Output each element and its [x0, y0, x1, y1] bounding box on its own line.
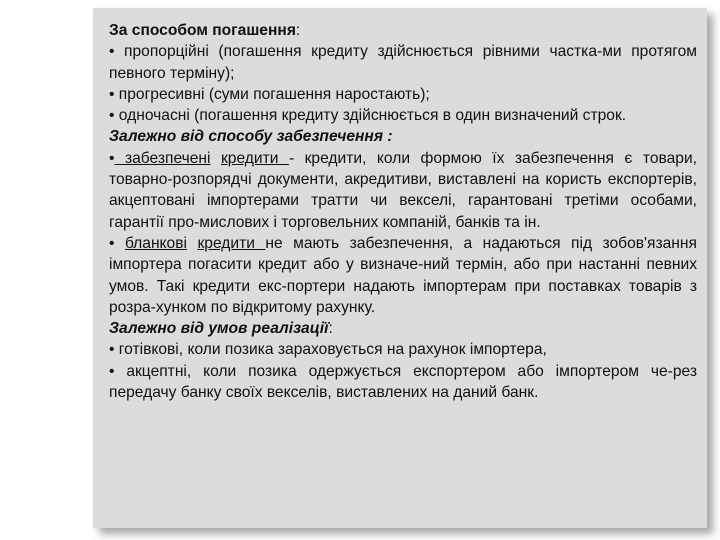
gap: [187, 235, 197, 252]
section-heading-realization: [109, 318, 697, 339]
term-underlined: бланкові: [124, 234, 187, 252]
section-heading-repayment: [109, 20, 697, 41]
heading-suffix: :: [295, 22, 301, 39]
term-underlined: кредити: [197, 234, 266, 252]
heading-text: За способом погашення: [109, 22, 296, 39]
bullet: •: [109, 234, 115, 252]
heading-suffix: :: [383, 128, 393, 146]
section-heading-security: [109, 126, 697, 147]
heading-text: Залежно від способу забезпечення: [109, 128, 384, 146]
term-underlined: забезпечені: [114, 149, 211, 167]
list-item-secured: [109, 148, 697, 233]
list-item-unsecured: [109, 233, 697, 318]
list-item-proportional: • пропорційні (погашення кредиту здійснюється рівними частка-ми протягом певного терміну);: [109, 43, 697, 82]
list-item-progressive: • прогресивні (суми погашення наростають);: [109, 85, 430, 103]
heading-suffix: :: [328, 320, 333, 338]
heading-text: Залежно від умов реалізації: [109, 320, 329, 338]
gap: [210, 150, 220, 167]
slide-panel: [93, 8, 707, 528]
list-item-simultaneous: • одночасні (погашення кредиту здійснюється в один визначений строк.: [109, 107, 627, 125]
bullet: •: [109, 149, 115, 167]
item-text: не мають забезпечення, а надаються під зобов'язання імпортера погасити кредит або у визначе-ний термін, або при настанні певних умов. Такі кредити екс-портери надають імпортерам при поставках товарів з розра-хунком по відкритому рахунку.: [109, 234, 697, 316]
term-underlined: кредити: [220, 149, 289, 167]
item-text: - кредити, коли формою їх забезпечення є товари, товарно-розпорядчі документи, акредитиви, виставлені на користь експортерів, акцептовані імпортерами тратти чи векселі, гарантовані третіми особами, гарантії про-мислових і торговельних компаній, банків та ін.: [109, 149, 697, 231]
list-item-acceptance: • акцептні, коли позика одержується експортером або імпортером че-рез передачу банку своїх векселів, виставлених на даний банк.: [109, 362, 697, 402]
list-item-cash: • готівкові, коли позика зараховується на рахунок імпортера,: [109, 341, 547, 359]
slide-text-body: [109, 20, 697, 403]
